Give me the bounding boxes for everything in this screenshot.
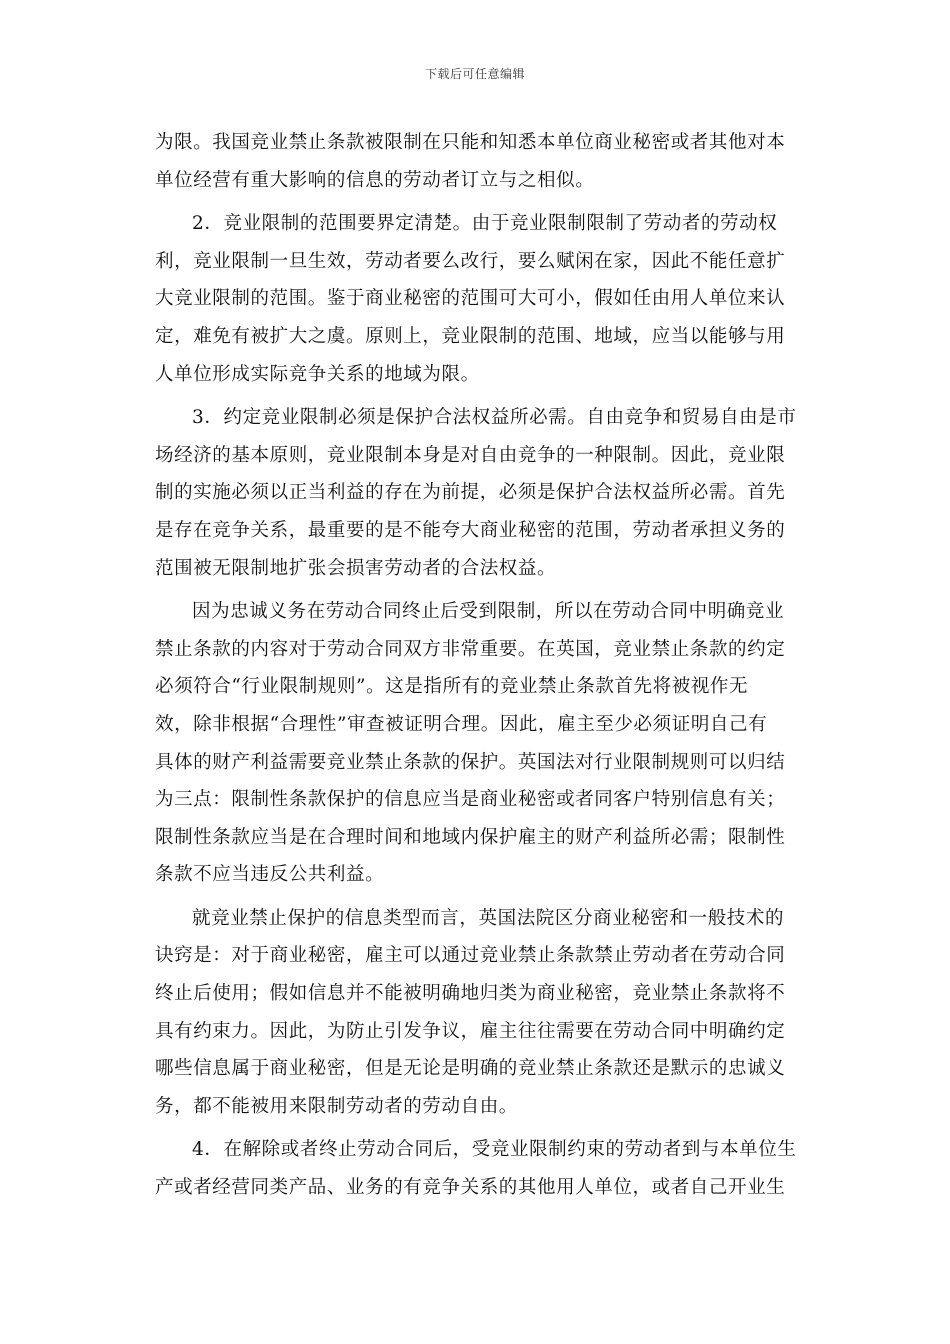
page-header: 下载后可任意编辑 <box>424 67 525 81</box>
text-line: 大竞业限制的范围。鉴于商业秘密的范围可大可小，假如任由用人单位来认 <box>155 288 786 310</box>
paragraph-4 <box>155 593 800 894</box>
text-line: 2．竞业限制的范围要界定清楚。由于竞业限制限制了劳动者的劳动权 <box>192 213 778 235</box>
text-line: 为三点：限制性条款保护的信息应当是商业秘密或者同客户特别信息有关； <box>155 789 786 811</box>
text-line: 为限。我国竞业禁止条款被限制在只能和知悉本单位商业秘密或者其他对本 <box>155 132 786 153</box>
text-line: 务，都不能被用来限制劳动者的劳动自由。 <box>155 1095 518 1117</box>
text-line: 具有约束力。因此，为防止引发争议，雇主往往需要在劳动合同中明确约定 <box>155 1020 786 1042</box>
text-line: 效，除非根据“合理性”审查被证明合理。因此，雇主至少必须证明自己有 <box>155 713 768 735</box>
paragraph-1 <box>155 124 800 199</box>
text-line: 就竞业禁止保护的信息类型而言，英国法院区分商业秘密和一般技术的 <box>192 907 785 929</box>
text-line: 哪些信息属于商业秘密，但是无论是明确的竞业禁止条款还是默示的忠诚义 <box>155 1058 786 1080</box>
text-line: 条款不应当违反公共利益。 <box>155 864 385 886</box>
text-line: 产或者经营同类产品、业务的有竞争关系的其他用人单位，或者自己开业生 <box>155 1177 786 1199</box>
paragraph-2 <box>155 205 800 393</box>
text-line: 因为忠诚义务在劳动合同终止后受到限制，所以在劳动合同中明确竞业 <box>192 601 785 623</box>
text-line: 人单位形成实际竞争关系的地域为限。 <box>155 363 480 385</box>
text-line: 必须符合“行业限制规则”。这是指所有的竞业禁止条款首先将被视作无 <box>155 676 749 698</box>
text-line: 是存在竞争关系，最重要的是不能夸大商业秘密的范围，劳动者承担义务的 <box>155 519 786 541</box>
text-line: 利，竞业限制一旦生效，劳动者要么改行，要么赋闲在家，因此不能任意扩 <box>155 250 786 272</box>
text-line: 范围被无限制地扩张会损害劳动者的合法权益。 <box>155 557 557 579</box>
text-line: 定，难免有被扩大之虞。原则上，竞业限制的范围、地域，应当以能够与用 <box>155 325 786 347</box>
text-line: 具体的财产利益需要竞业禁止条款的保护。英国法对行业限制规则可以归结 <box>155 751 786 773</box>
text-line: 禁止条款的内容对于劳动合同双方非常重要。在英国，竞业禁止条款的约定 <box>155 638 786 660</box>
text-line: 诀窍是：对于商业秘密，雇主可以通过竞业禁止条款禁止劳动者在劳动合同 <box>155 945 786 967</box>
text-line: 终止后使用；假如信息并不能被明确地归类为商业秘密，竞业禁止条款将不 <box>155 983 786 1005</box>
text-line: 制的实施必须以正当利益的存在为前提，必须是保护合法权益所必需。首先 <box>155 482 786 504</box>
text-line: 4．在解除或者终止劳动合同后，受竞业限制约束的劳动者到与本单位生 <box>192 1139 797 1161</box>
document-body <box>155 124 800 1207</box>
paragraph-5 <box>155 900 800 1126</box>
paragraph-6 <box>155 1131 800 1206</box>
text-line: 场经济的基本原则，竞业限制本身是对自由竞争的一种限制。因此，竞业限 <box>155 444 786 466</box>
paragraph-3 <box>155 399 800 587</box>
text-line: 限制性条款应当是在合理时间和地域内保护雇主的财产利益所必需；限制性 <box>155 826 786 848</box>
text-line: 3．约定竞业限制必须是保护合法权益所必需。自由竞争和贸易自由是市 <box>192 407 797 429</box>
text-line: 单位经营有重大影响的信息的劳动者订立与之相似。 <box>155 169 595 191</box>
